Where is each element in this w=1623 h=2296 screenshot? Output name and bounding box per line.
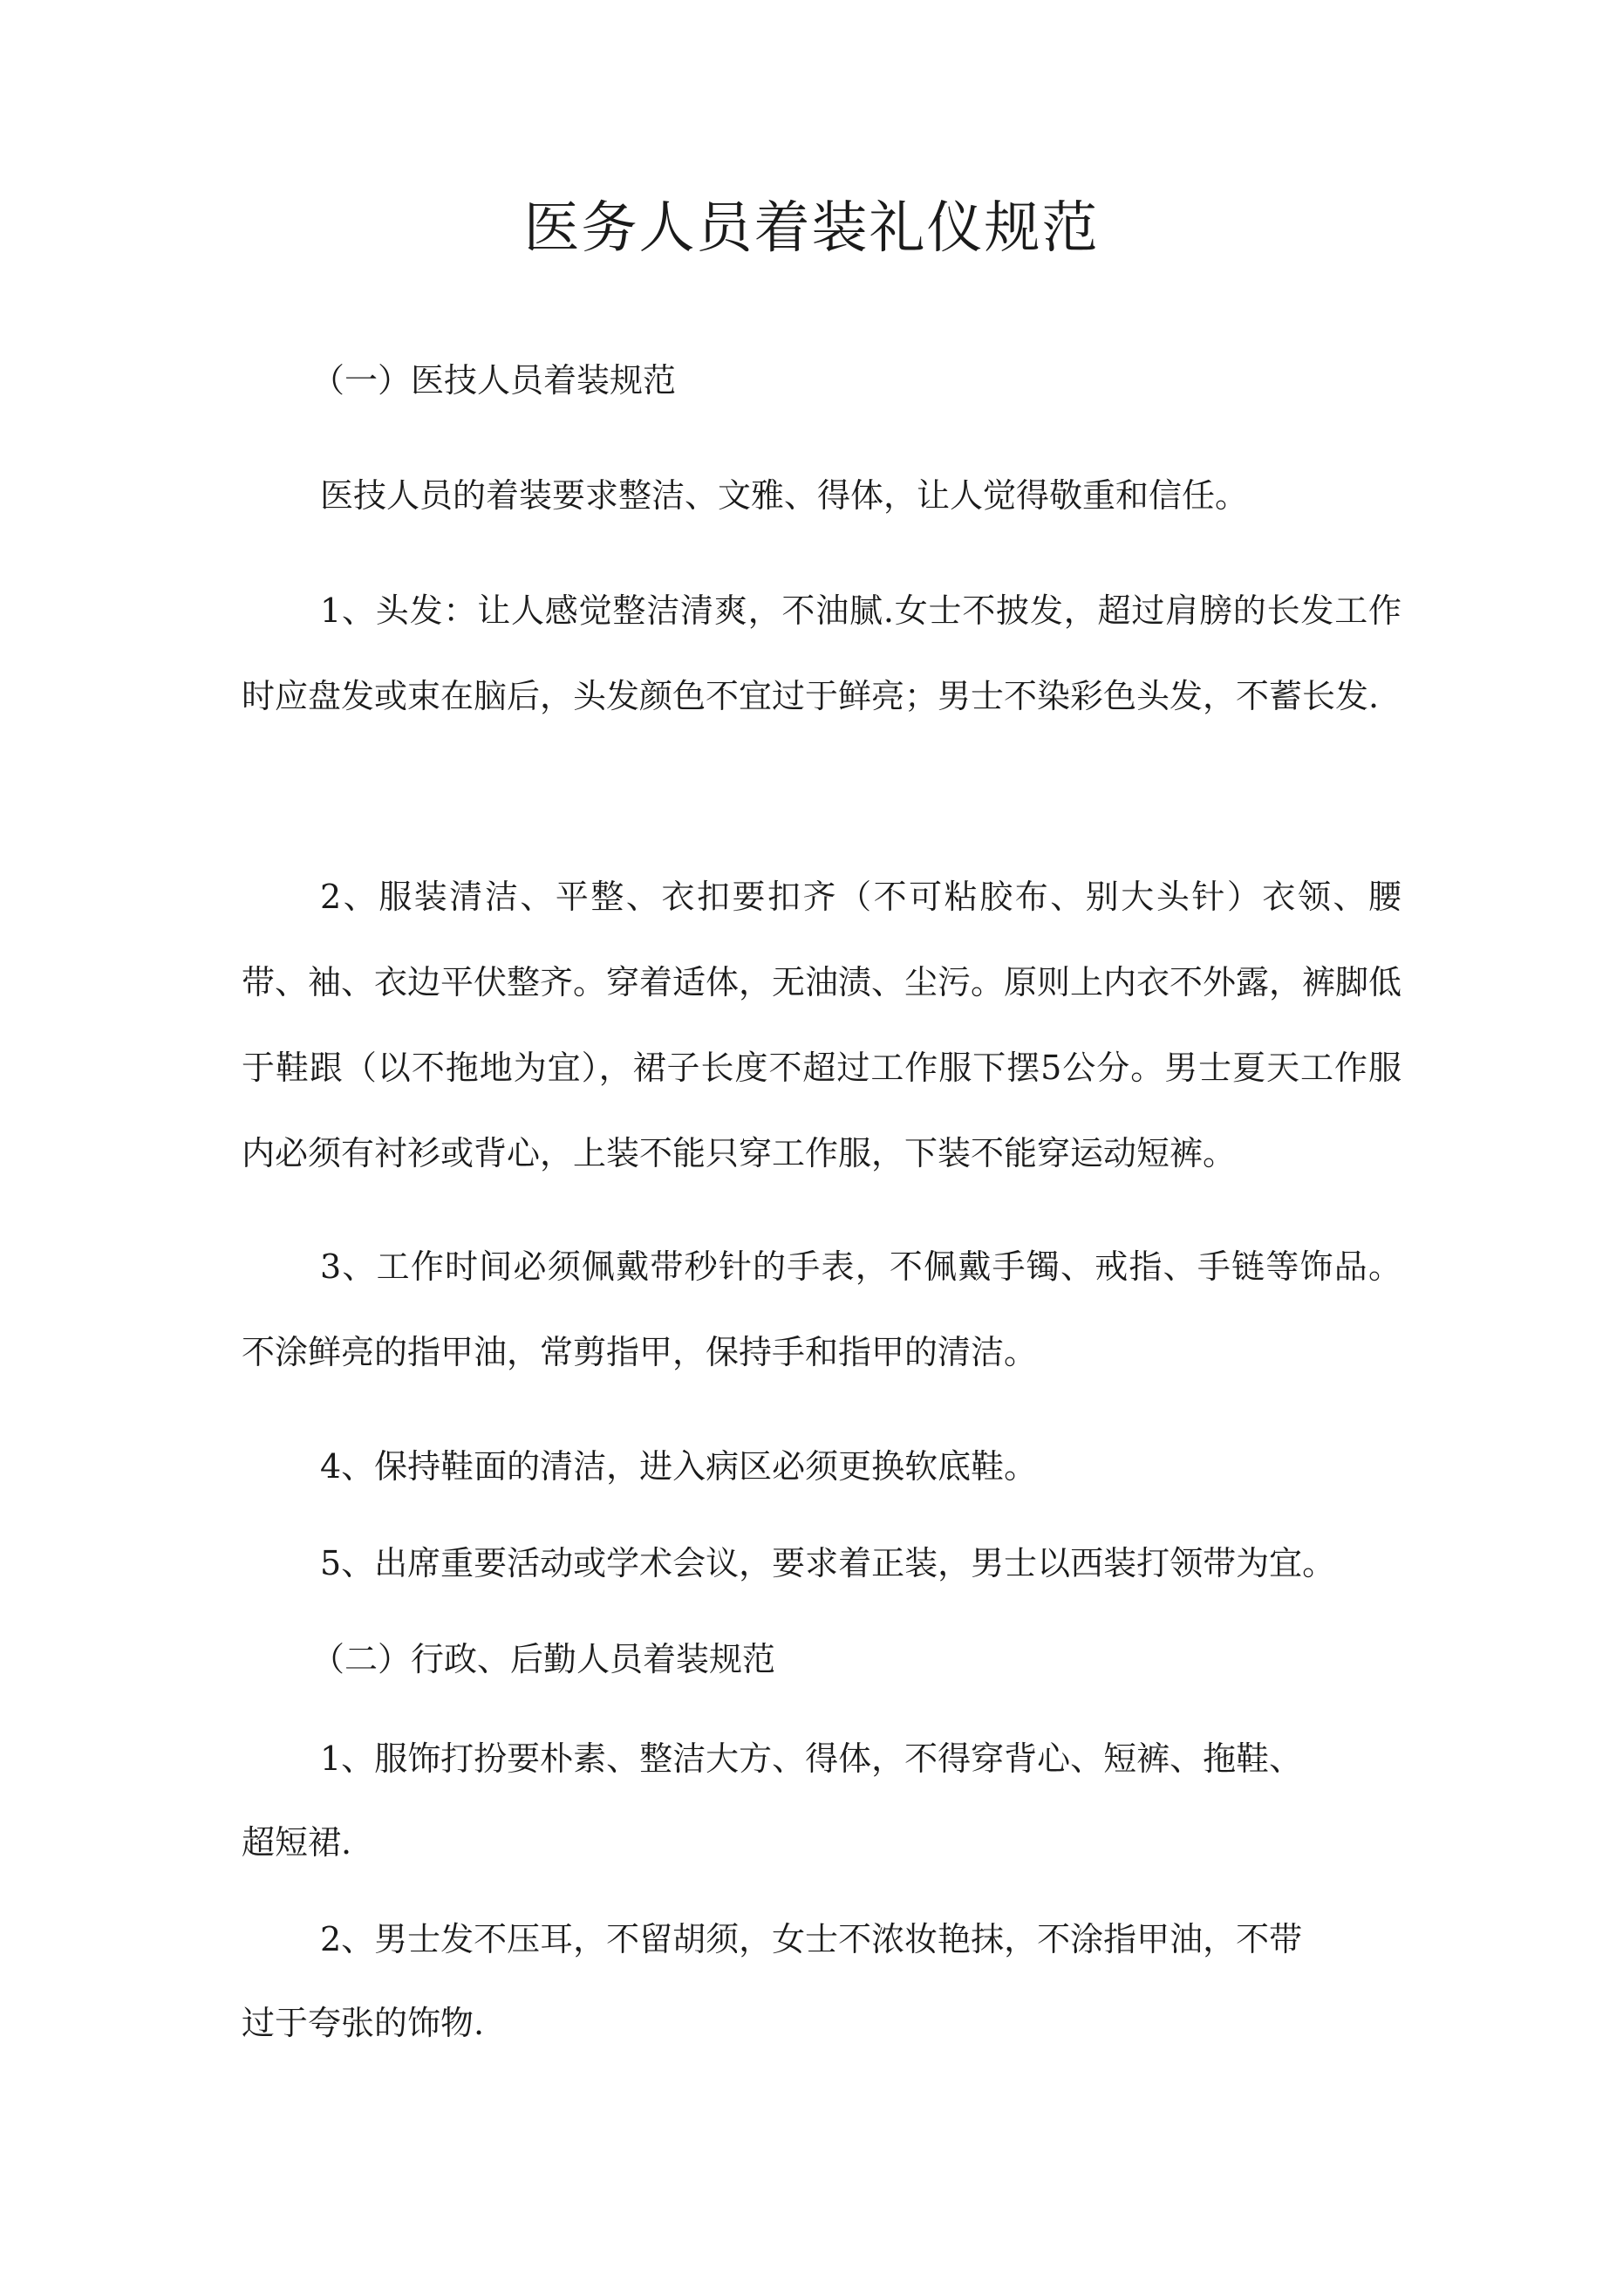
section-1-item-1: 1、头发：让人感觉整洁清爽，不油腻.女士不披发，超过肩膀的长发工作时应盘发或束在脑后，头发颜色不宜过于鲜亮；男士不染彩色头发，不蓄长发. xyxy=(242,591,1401,715)
section-2-heading: （二）行政、后勤人员着装规范 xyxy=(311,1640,776,1678)
section-1-item-2: 2、服装清洁、平整、衣扣要扣齐（不可粘胶布、别大头针）衣领、腰带、袖、衣边平伏整齐。穿着适体，无油渍、尘污。原则上内衣不外露，裤脚低于鞋跟（以不拖地为宜），裙子长度不超过工作服下摆5公分。男士夏天工作服内必须有衬衫或背心，上装不能只穿工作服，下装不能穿运动短裤。 xyxy=(242,878,1402,1172)
section-1-heading: （一）医技人员着装规范 xyxy=(311,361,677,400)
section-1-item-5: 5、出席重要活动或学术会议，要求着正装，男士以西装打领带为宜。 xyxy=(320,1544,1336,1582)
section-1-item-3: 3、工作时间必须佩戴带秒针的手表，不佩戴手镯、戒指、手链等饰品。不涂鲜亮的指甲油，常剪指甲，保持手和指甲的清洁。 xyxy=(242,1247,1401,1371)
document-title: 医务人员着装礼仪规范 xyxy=(523,196,1100,261)
section-1-intro: 医技人员的着装要求整洁、文雅、得体，让人觉得敬重和信任。 xyxy=(320,476,1249,515)
section-2-item-2: 2、男士发不压耳，不留胡须，女士不浓妆艳抹，不涂指甲油，不带过于夸张的饰物. xyxy=(242,1920,1303,2042)
section-1-item-4: 4、保持鞋面的清洁，进入病区必须更换软底鞋。 xyxy=(320,1447,1038,1486)
section-2-item-1: 1、服饰打扮要朴素、整洁大方、得体，不得穿背心、短裤、拖鞋、超短裙. xyxy=(242,1739,1303,1862)
